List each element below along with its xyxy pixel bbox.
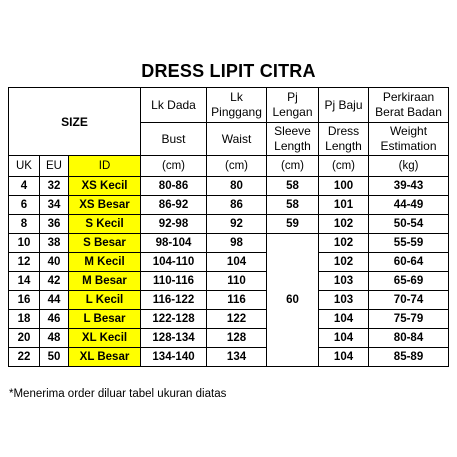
uk-cell: 8	[9, 215, 40, 234]
uk-cell: 10	[9, 234, 40, 253]
dress-length-header: Dress Length	[319, 123, 369, 156]
id-cell: XS Kecil	[69, 177, 141, 196]
bust-cell: 122-128	[141, 310, 207, 329]
weight-estimation-header: Weight Estimation	[369, 123, 449, 156]
waist-cell: 92	[207, 215, 267, 234]
table-row	[9, 177, 449, 196]
bust-cell: 80-86	[141, 177, 207, 196]
uk-cell: 18	[9, 310, 40, 329]
eu-cell: 36	[40, 215, 69, 234]
waist-cell: 110	[207, 272, 267, 291]
length-cell: 100	[319, 177, 369, 196]
uk-cell: 14	[9, 272, 40, 291]
eu-cell: 38	[40, 234, 69, 253]
waist-cell: 80	[207, 177, 267, 196]
table-row	[9, 291, 449, 310]
uk-cell: 6	[9, 196, 40, 215]
table-row	[9, 215, 449, 234]
weight-cell: 65-69	[369, 272, 449, 291]
table-row	[9, 348, 449, 367]
bust-cell: 86-92	[141, 196, 207, 215]
bust-cell: 128-134	[141, 329, 207, 348]
length-cell: 103	[319, 272, 369, 291]
waist-cell: 104	[207, 253, 267, 272]
uk-cell: 22	[9, 348, 40, 367]
eu-cell: 48	[40, 329, 69, 348]
weight-unit: (kg)	[369, 156, 449, 177]
lk-pinggang-header: Lk Pinggang	[207, 88, 267, 123]
table-row	[9, 310, 449, 329]
footnote: *Menerima order diluar tabel ukuran diatas	[9, 388, 227, 400]
eu-cell: 34	[40, 196, 69, 215]
waist-unit: (cm)	[207, 156, 267, 177]
weight-cell: 50-54	[369, 215, 449, 234]
bust-cell: 98-104	[141, 234, 207, 253]
length-cell: 101	[319, 196, 369, 215]
weight-cell: 55-59	[369, 234, 449, 253]
id-cell: L Besar	[69, 310, 141, 329]
table-row	[9, 234, 449, 253]
length-cell: 104	[319, 329, 369, 348]
uk-header: UK	[9, 156, 40, 177]
pj-baju-header: Pj Baju	[319, 88, 369, 123]
uk-cell: 20	[9, 329, 40, 348]
id-cell: XL Kecil	[69, 329, 141, 348]
id-cell: L Kecil	[69, 291, 141, 310]
sleeve-cell: 59	[267, 215, 319, 234]
bust-cell: 134-140	[141, 348, 207, 367]
waist-cell: 86	[207, 196, 267, 215]
size-header: SIZE	[9, 88, 141, 156]
waist-header: Waist	[207, 123, 267, 156]
id-cell: M Besar	[69, 272, 141, 291]
uk-cell: 12	[9, 253, 40, 272]
eu-cell: 42	[40, 272, 69, 291]
waist-cell: 122	[207, 310, 267, 329]
eu-cell: 44	[40, 291, 69, 310]
table-row	[9, 329, 449, 348]
waist-cell: 128	[207, 329, 267, 348]
lk-dada-header: Lk Dada	[141, 88, 207, 123]
weight-cell: 85-89	[369, 348, 449, 367]
id-cell: S Kecil	[69, 215, 141, 234]
length-cell: 104	[319, 310, 369, 329]
waist-cell: 116	[207, 291, 267, 310]
sleeve-cell: 58	[267, 177, 319, 196]
weight-cell: 39-43	[369, 177, 449, 196]
bust-cell: 104-110	[141, 253, 207, 272]
id-cell: S Besar	[69, 234, 141, 253]
weight-cell: 44-49	[369, 196, 449, 215]
weight-cell: 75-79	[369, 310, 449, 329]
uk-cell: 16	[9, 291, 40, 310]
pj-lengan-header: Pj Lengan	[267, 88, 319, 123]
id-cell: M Kecil	[69, 253, 141, 272]
eu-header: EU	[40, 156, 69, 177]
length-cell: 102	[319, 253, 369, 272]
bust-cell: 92-98	[141, 215, 207, 234]
bust-cell: 110-116	[141, 272, 207, 291]
bust-unit: (cm)	[141, 156, 207, 177]
sleeve-length-header: Sleeve Length	[267, 123, 319, 156]
id-cell: XL Besar	[69, 348, 141, 367]
weight-cell: 70-74	[369, 291, 449, 310]
length-unit: (cm)	[319, 156, 369, 177]
waist-cell: 98	[207, 234, 267, 253]
bust-header: Bust	[141, 123, 207, 156]
length-cell: 102	[319, 215, 369, 234]
length-cell: 104	[319, 348, 369, 367]
sleeve-cell: 58	[267, 196, 319, 215]
sleeve-unit: (cm)	[267, 156, 319, 177]
weight-cell: 60-64	[369, 253, 449, 272]
id-header: ID	[69, 156, 141, 177]
table-row	[9, 253, 449, 272]
length-cell: 102	[319, 234, 369, 253]
uk-cell: 4	[9, 177, 40, 196]
length-cell: 103	[319, 291, 369, 310]
table-row	[9, 196, 449, 215]
sleeve-merged-cell: 60	[267, 234, 319, 367]
eu-cell: 32	[40, 177, 69, 196]
waist-cell: 134	[207, 348, 267, 367]
eu-cell: 46	[40, 310, 69, 329]
id-cell: XS Besar	[69, 196, 141, 215]
eu-cell: 50	[40, 348, 69, 367]
bust-cell: 116-122	[141, 291, 207, 310]
weight-cell: 80-84	[369, 329, 449, 348]
table-row	[9, 272, 449, 291]
size-table	[8, 87, 449, 367]
chart-title: DRESS LIPIT CITRA	[141, 61, 316, 81]
eu-cell: 40	[40, 253, 69, 272]
berat-header: Perkiraan Berat Badan	[369, 88, 449, 123]
